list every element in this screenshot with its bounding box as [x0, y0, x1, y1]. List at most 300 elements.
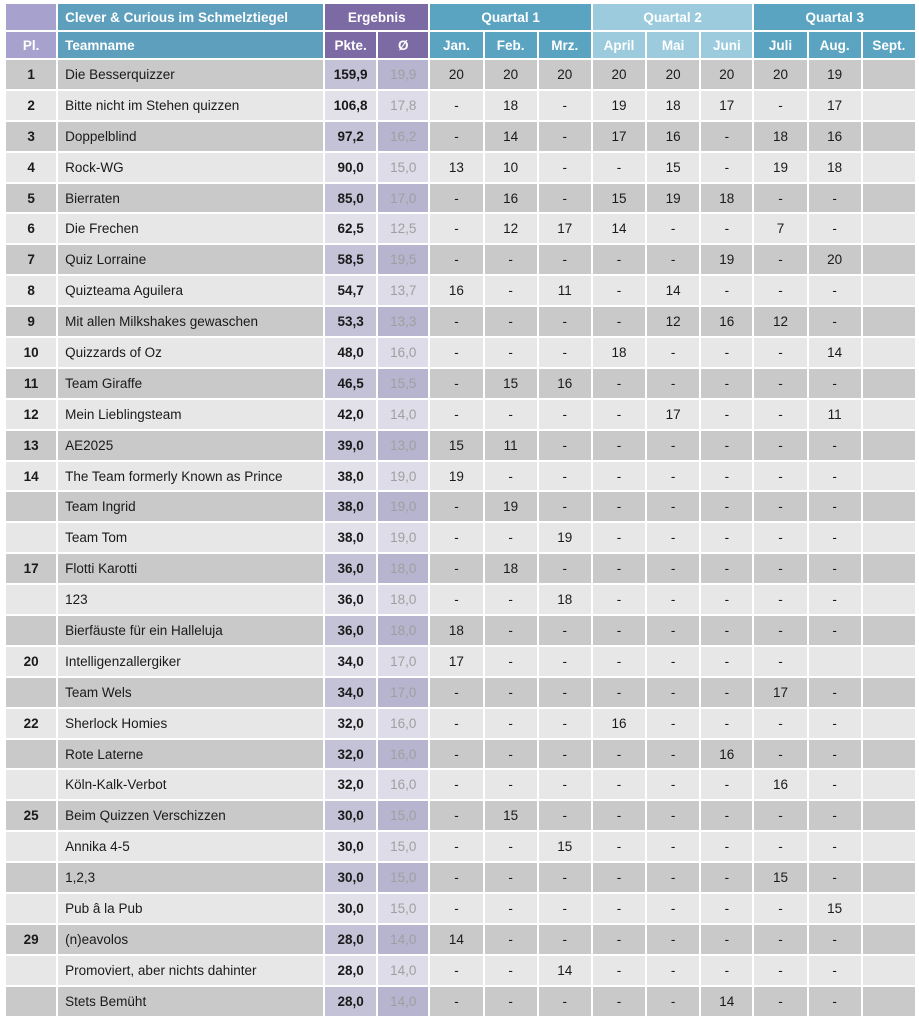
table-row	[6, 585, 915, 614]
month-score-cell: -	[539, 709, 591, 738]
place-cell: 7	[6, 245, 56, 274]
month-score-cell: -	[754, 801, 806, 830]
average-cell: 19,5	[378, 245, 428, 274]
month-score-cell: -	[701, 462, 752, 491]
points-cell: 38,0	[325, 492, 376, 521]
month-score-cell: -	[593, 153, 645, 182]
month-score-cell: -	[539, 400, 591, 429]
average-cell: 16,0	[378, 770, 428, 799]
month-score-cell: -	[809, 523, 861, 552]
month-score-cell: -	[754, 523, 806, 552]
month-score-cell: -	[754, 925, 806, 954]
place-cell	[6, 492, 56, 521]
month-score-cell: -	[701, 122, 752, 151]
month-score-cell: -	[701, 153, 752, 182]
month-score-cell: 18	[593, 338, 645, 367]
team-name-cell: Intelligenzallergiker	[58, 647, 323, 676]
month-score-cell	[863, 400, 915, 429]
month-score-cell: -	[539, 863, 591, 892]
table-row	[6, 122, 915, 151]
month-score-cell: 16	[430, 276, 482, 305]
month-score-cell: -	[701, 925, 752, 954]
month-score-cell: -	[485, 647, 537, 676]
month-score-cell: -	[539, 91, 591, 120]
month-score-cell: -	[647, 338, 699, 367]
month-score-cell: -	[539, 987, 591, 1016]
month-score-cell: 20	[701, 60, 752, 89]
month-score-cell: 10	[485, 153, 537, 182]
month-score-cell: -	[647, 709, 699, 738]
month-score-cell	[863, 523, 915, 552]
month-score-cell: -	[593, 307, 645, 336]
month-score-cell: 18	[485, 91, 537, 120]
team-name-cell: Annika 4-5	[58, 832, 323, 861]
month-score-cell: 16	[754, 770, 806, 799]
month-score-cell: -	[754, 832, 806, 861]
month-score-cell: 20	[809, 245, 861, 274]
team-name-cell: Stets Bemüht	[58, 987, 323, 1016]
header-corner	[6, 4, 56, 30]
month-score-cell: -	[593, 369, 645, 398]
month-score-cell: 19	[647, 184, 699, 213]
month-score-cell: -	[430, 678, 482, 707]
table-row	[6, 276, 915, 305]
points-cell: 46,5	[325, 369, 376, 398]
month-score-cell: -	[647, 369, 699, 398]
month-score-cell	[863, 153, 915, 182]
month-score-cell: -	[430, 245, 482, 274]
month-score-cell: -	[539, 616, 591, 645]
month-score-cell: -	[430, 987, 482, 1016]
table-row	[6, 740, 915, 769]
team-name-cell: Bierfäuste für ein Halleluja	[58, 616, 323, 645]
month-score-cell: -	[701, 616, 752, 645]
month-score-cell: 15	[485, 801, 537, 830]
month-score-cell	[863, 832, 915, 861]
month-score-cell: -	[809, 307, 861, 336]
average-cell: 15,0	[378, 894, 428, 923]
month-score-cell: -	[809, 616, 861, 645]
place-cell	[6, 832, 56, 861]
month-score-cell: 20	[539, 60, 591, 89]
month-score-cell: -	[593, 894, 645, 923]
average-cell: 19,0	[378, 492, 428, 521]
month-score-cell	[863, 616, 915, 645]
place-cell: 17	[6, 554, 56, 583]
team-name-cell: Mein Lieblingsteam	[58, 400, 323, 429]
col-header-month: Aug.	[809, 32, 861, 58]
month-score-cell: 20	[754, 60, 806, 89]
month-score-cell	[809, 647, 861, 676]
month-score-cell: -	[539, 740, 591, 769]
month-score-cell: -	[593, 987, 645, 1016]
points-cell: 36,0	[325, 585, 376, 614]
team-name-cell: Team Wels	[58, 678, 323, 707]
month-score-cell: -	[754, 987, 806, 1016]
header-row-columns	[6, 32, 915, 58]
header-row-top	[6, 4, 915, 30]
month-score-cell: -	[647, 801, 699, 830]
average-cell: 16,0	[378, 338, 428, 367]
month-score-cell	[863, 122, 915, 151]
points-cell: 85,0	[325, 184, 376, 213]
month-score-cell: -	[647, 678, 699, 707]
place-cell	[6, 678, 56, 707]
month-score-cell: -	[809, 925, 861, 954]
month-score-cell: -	[430, 956, 482, 985]
month-score-cell	[863, 709, 915, 738]
team-name-cell: (n)eavolos	[58, 925, 323, 954]
points-cell: 97,2	[325, 122, 376, 151]
month-score-cell: -	[647, 647, 699, 676]
month-score-cell: -	[485, 585, 537, 614]
month-score-cell: 20	[485, 60, 537, 89]
place-cell: 4	[6, 153, 56, 182]
month-score-cell: -	[539, 184, 591, 213]
month-score-cell: 19	[539, 523, 591, 552]
month-score-cell: -	[701, 832, 752, 861]
team-name-cell: Flotti Karotti	[58, 554, 323, 583]
month-score-cell: -	[430, 709, 482, 738]
place-cell	[6, 585, 56, 614]
month-score-cell: -	[754, 462, 806, 491]
month-score-cell	[863, 60, 915, 89]
average-cell: 14,0	[378, 987, 428, 1016]
month-score-cell: 15	[809, 894, 861, 923]
table-row	[6, 863, 915, 892]
month-score-cell: -	[430, 770, 482, 799]
month-score-cell: -	[701, 276, 752, 305]
month-score-cell: -	[485, 400, 537, 429]
month-score-cell: -	[701, 369, 752, 398]
month-score-cell	[863, 863, 915, 892]
points-cell: 28,0	[325, 987, 376, 1016]
average-cell: 15,0	[378, 863, 428, 892]
month-score-cell: -	[809, 863, 861, 892]
month-score-cell: 20	[593, 60, 645, 89]
table-row	[6, 956, 915, 985]
table-row	[6, 307, 915, 336]
month-score-cell: -	[647, 770, 699, 799]
month-score-cell: -	[485, 709, 537, 738]
place-cell: 3	[6, 122, 56, 151]
month-score-cell: -	[809, 585, 861, 614]
month-score-cell	[863, 492, 915, 521]
place-cell: 10	[6, 338, 56, 367]
average-cell: 14,0	[378, 400, 428, 429]
table-row	[6, 832, 915, 861]
month-score-cell: -	[701, 863, 752, 892]
month-score-cell: -	[539, 307, 591, 336]
month-score-cell: -	[430, 122, 482, 151]
average-cell: 15,0	[378, 153, 428, 182]
table-body	[6, 60, 915, 1016]
team-name-cell: 1,2,3	[58, 863, 323, 892]
month-score-cell: 15	[593, 184, 645, 213]
col-header-month: Juli	[754, 32, 806, 58]
month-score-cell: -	[593, 678, 645, 707]
month-score-cell: -	[809, 184, 861, 213]
points-cell: 48,0	[325, 338, 376, 367]
month-score-cell: -	[701, 709, 752, 738]
average-cell: 17,0	[378, 184, 428, 213]
month-score-cell: 14	[593, 214, 645, 243]
month-score-cell: 16	[593, 709, 645, 738]
month-score-cell: -	[809, 801, 861, 830]
month-score-cell: -	[647, 832, 699, 861]
month-score-cell: -	[809, 369, 861, 398]
month-score-cell: -	[647, 956, 699, 985]
table-row	[6, 431, 915, 460]
points-cell: 90,0	[325, 153, 376, 182]
points-cell: 34,0	[325, 678, 376, 707]
month-score-cell	[863, 462, 915, 491]
month-score-cell: -	[430, 863, 482, 892]
average-cell: 19,0	[378, 523, 428, 552]
month-score-cell: -	[539, 245, 591, 274]
team-name-cell: Doppelblind	[58, 122, 323, 151]
month-score-cell: -	[485, 832, 537, 861]
average-cell: 13,0	[378, 431, 428, 460]
month-score-cell: -	[701, 801, 752, 830]
header-quartal-3: Quartal 3	[754, 4, 915, 30]
month-score-cell: 15	[485, 369, 537, 398]
team-name-cell: Quizteama Aguilera	[58, 276, 323, 305]
month-score-cell: -	[809, 214, 861, 243]
month-score-cell: -	[539, 925, 591, 954]
month-score-cell	[863, 801, 915, 830]
points-cell: 36,0	[325, 554, 376, 583]
table-row	[6, 153, 915, 182]
month-score-cell	[863, 184, 915, 213]
month-score-cell: 15	[647, 153, 699, 182]
place-cell: 2	[6, 91, 56, 120]
team-name-cell: AE2025	[58, 431, 323, 460]
points-cell: 28,0	[325, 925, 376, 954]
month-score-cell: -	[701, 770, 752, 799]
month-score-cell: -	[539, 338, 591, 367]
points-cell: 32,0	[325, 740, 376, 769]
month-score-cell: -	[539, 462, 591, 491]
month-score-cell: -	[701, 492, 752, 521]
header-quartal-1: Quartal 1	[430, 4, 591, 30]
month-score-cell: 16	[809, 122, 861, 151]
month-score-cell: -	[593, 462, 645, 491]
points-cell: 30,0	[325, 894, 376, 923]
month-score-cell: -	[485, 307, 537, 336]
average-cell: 16,0	[378, 740, 428, 769]
month-score-cell: 14	[809, 338, 861, 367]
month-score-cell: 17	[647, 400, 699, 429]
month-score-cell: -	[701, 214, 752, 243]
table-title: Clever & Curious im Schmelztiegel	[58, 4, 323, 30]
month-score-cell: -	[593, 523, 645, 552]
month-score-cell: -	[485, 462, 537, 491]
month-score-cell: -	[754, 740, 806, 769]
month-score-cell: 19	[701, 245, 752, 274]
month-score-cell: -	[647, 616, 699, 645]
points-cell: 159,9	[325, 60, 376, 89]
col-header-month: Feb.	[485, 32, 537, 58]
month-score-cell: 14	[485, 122, 537, 151]
month-score-cell: -	[809, 709, 861, 738]
team-name-cell: Team Tom	[58, 523, 323, 552]
place-cell: 1	[6, 60, 56, 89]
month-score-cell: 19	[485, 492, 537, 521]
month-score-cell: -	[809, 832, 861, 861]
month-score-cell: -	[430, 801, 482, 830]
month-score-cell: -	[647, 214, 699, 243]
month-score-cell: 12	[647, 307, 699, 336]
team-name-cell: Rote Laterne	[58, 740, 323, 769]
points-cell: 30,0	[325, 832, 376, 861]
average-cell: 18,0	[378, 616, 428, 645]
place-cell	[6, 863, 56, 892]
month-score-cell: -	[647, 554, 699, 583]
month-score-cell: 17	[754, 678, 806, 707]
month-score-cell: -	[701, 400, 752, 429]
average-cell: 18,0	[378, 554, 428, 583]
col-header-avg: Ø	[378, 32, 428, 58]
table-row	[6, 91, 915, 120]
month-score-cell: -	[593, 647, 645, 676]
month-score-cell: -	[539, 801, 591, 830]
place-cell	[6, 770, 56, 799]
month-score-cell: -	[701, 956, 752, 985]
month-score-cell: -	[809, 276, 861, 305]
month-score-cell: -	[701, 894, 752, 923]
table-row	[6, 462, 915, 491]
month-score-cell: -	[539, 153, 591, 182]
month-score-cell	[863, 307, 915, 336]
month-score-cell: -	[701, 523, 752, 552]
average-cell: 16,2	[378, 122, 428, 151]
place-cell: 9	[6, 307, 56, 336]
table-row	[6, 616, 915, 645]
team-name-cell: Bitte nicht im Stehen quizzen	[58, 91, 323, 120]
team-name-cell: Pub â la Pub	[58, 894, 323, 923]
month-score-cell: -	[754, 956, 806, 985]
month-score-cell	[863, 770, 915, 799]
average-cell: 15,5	[378, 369, 428, 398]
month-score-cell: -	[809, 492, 861, 521]
month-score-cell: -	[647, 585, 699, 614]
col-header-month: Mrz.	[539, 32, 591, 58]
place-cell: 29	[6, 925, 56, 954]
month-score-cell: 16	[647, 122, 699, 151]
month-score-cell: -	[430, 91, 482, 120]
team-name-cell: Quizzards of Oz	[58, 338, 323, 367]
month-score-cell: -	[485, 740, 537, 769]
table-row	[6, 338, 915, 367]
month-score-cell: -	[485, 894, 537, 923]
month-score-cell: -	[754, 647, 806, 676]
month-score-cell	[863, 956, 915, 985]
table-row	[6, 678, 915, 707]
month-score-cell: 18	[647, 91, 699, 120]
month-score-cell	[863, 894, 915, 923]
month-score-cell: -	[485, 925, 537, 954]
ranking-table	[4, 2, 917, 1018]
place-cell: 11	[6, 369, 56, 398]
col-header-team: Teamname	[58, 32, 323, 58]
month-score-cell: 17	[430, 647, 482, 676]
points-cell: 28,0	[325, 956, 376, 985]
month-score-cell: -	[809, 554, 861, 583]
average-cell: 17,0	[378, 647, 428, 676]
month-score-cell: -	[593, 554, 645, 583]
month-score-cell: -	[430, 369, 482, 398]
month-score-cell: -	[593, 431, 645, 460]
col-header-points: Pkte.	[325, 32, 376, 58]
month-score-cell: -	[647, 462, 699, 491]
month-score-cell: -	[754, 431, 806, 460]
month-score-cell: -	[701, 431, 752, 460]
month-score-cell	[863, 585, 915, 614]
table-row	[6, 492, 915, 521]
average-cell: 17,8	[378, 91, 428, 120]
month-score-cell: 17	[539, 214, 591, 243]
month-score-cell: -	[539, 647, 591, 676]
month-score-cell: -	[593, 956, 645, 985]
month-score-cell: -	[809, 956, 861, 985]
average-cell: 19,0	[378, 462, 428, 491]
month-score-cell: -	[430, 894, 482, 923]
month-score-cell: -	[593, 801, 645, 830]
month-score-cell: -	[539, 678, 591, 707]
month-score-cell: 18	[430, 616, 482, 645]
month-score-cell: -	[485, 245, 537, 274]
month-score-cell: -	[809, 740, 861, 769]
average-cell: 16,0	[378, 709, 428, 738]
col-header-month: Juni	[701, 32, 752, 58]
place-cell: 25	[6, 801, 56, 830]
month-score-cell: -	[593, 832, 645, 861]
month-score-cell: 19	[809, 60, 861, 89]
month-score-cell: -	[647, 894, 699, 923]
month-score-cell: -	[754, 184, 806, 213]
month-score-cell: -	[593, 863, 645, 892]
month-score-cell: -	[647, 863, 699, 892]
month-score-cell: -	[593, 585, 645, 614]
team-name-cell: Die Frechen	[58, 214, 323, 243]
average-cell: 19,9	[378, 60, 428, 89]
month-score-cell: -	[754, 709, 806, 738]
month-score-cell: 18	[754, 122, 806, 151]
month-score-cell	[863, 678, 915, 707]
team-name-cell: 123	[58, 585, 323, 614]
team-name-cell: Mit allen Milkshakes gewaschen	[58, 307, 323, 336]
month-score-cell: -	[485, 956, 537, 985]
month-score-cell: -	[430, 523, 482, 552]
month-score-cell: -	[539, 554, 591, 583]
points-cell: 32,0	[325, 770, 376, 799]
month-score-cell: -	[485, 523, 537, 552]
col-header-month: Mai	[647, 32, 699, 58]
month-score-cell: -	[539, 770, 591, 799]
points-cell: 39,0	[325, 431, 376, 460]
header-ergebnis: Ergebnis	[325, 4, 428, 30]
month-score-cell: -	[809, 770, 861, 799]
table-row	[6, 801, 915, 830]
table-row	[6, 770, 915, 799]
points-cell: 62,5	[325, 214, 376, 243]
table-row	[6, 554, 915, 583]
table-row	[6, 709, 915, 738]
team-name-cell: Köln-Kalk-Verbot	[58, 770, 323, 799]
team-name-cell: Team Giraffe	[58, 369, 323, 398]
table-row	[6, 369, 915, 398]
